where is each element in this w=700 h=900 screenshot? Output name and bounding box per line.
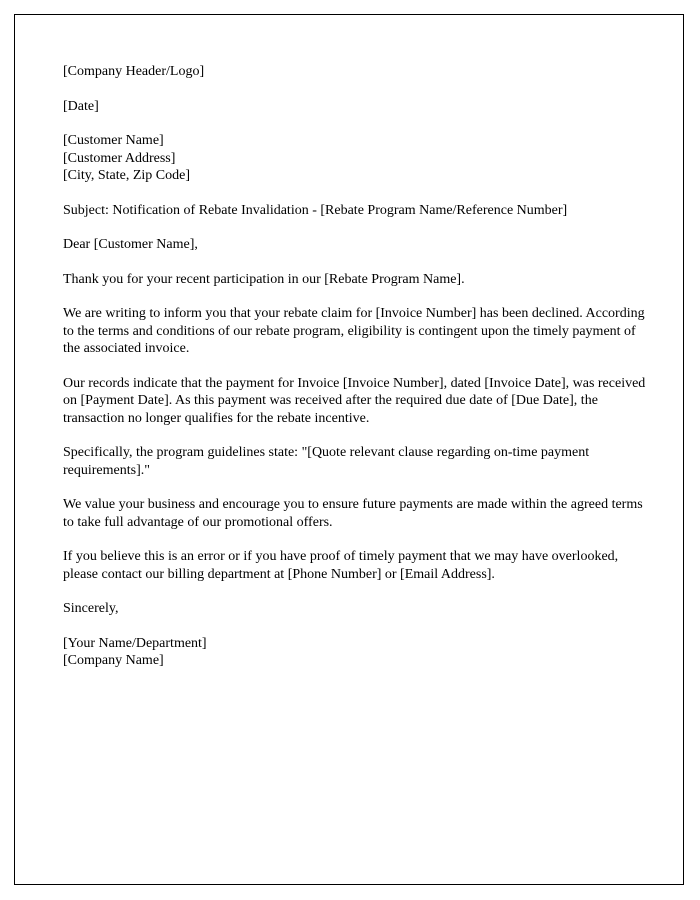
body-paragraph-records: Our records indicate that the payment for Invoice [Invoice Number], dated [Invoice Date], was received on [Payment Date]. As this payment was received after the required due date of [Due Date], the transaction no longer qualifies for the rebate incentive. — [63, 375, 646, 426]
subject-line: Subject: Notification of Rebate Invalidation - [Rebate Program Name/Reference Number] — [63, 202, 568, 218]
recipient-address-block — [63, 132, 649, 185]
body-paragraph-declined: We are writing to inform you that your rebate claim for [Invoice Number] has been declined. According to the terms and conditions of our rebate program, eligibility is contingent upon the timely payment of the associated invoice. — [63, 306, 645, 356]
page-border — [14, 14, 684, 885]
recipient-address: [Customer Address] — [63, 150, 176, 166]
recipient-name: [Customer Name] — [63, 133, 164, 148]
date-placeholder: [Date] — [63, 98, 99, 114]
recipient-city-state-zip: [City, State, Zip Code] — [63, 168, 191, 183]
company-header-placeholder: [Company Header/Logo] — [63, 64, 205, 79]
body-paragraph-guidelines: Specifically, the program guidelines state: "[Quote relevant clause regarding on-time payment requirements]." — [63, 445, 590, 478]
letter-content — [63, 63, 649, 687]
signature-block — [63, 635, 649, 670]
signature-name-department: [Your Name/Department] — [63, 635, 207, 651]
closing: Sincerely, — [63, 601, 119, 616]
salutation: Dear [Customer Name], — [63, 237, 198, 252]
signature-company-name: [Company Name] — [63, 653, 164, 668]
body-paragraph-contact: If you believe this is an error or if you have proof of timely payment that we may have overlooked, please contact our billing department at [Phone Number] or [Email Address]. — [63, 549, 619, 582]
body-paragraph-thank-you: Thank you for your recent participation in our [Rebate Program Name]. — [63, 271, 465, 287]
body-paragraph-value-business: We value your business and encourage you to ensure future payments are made within the agreed terms to take full advantage of our promotional offers. — [63, 497, 643, 530]
